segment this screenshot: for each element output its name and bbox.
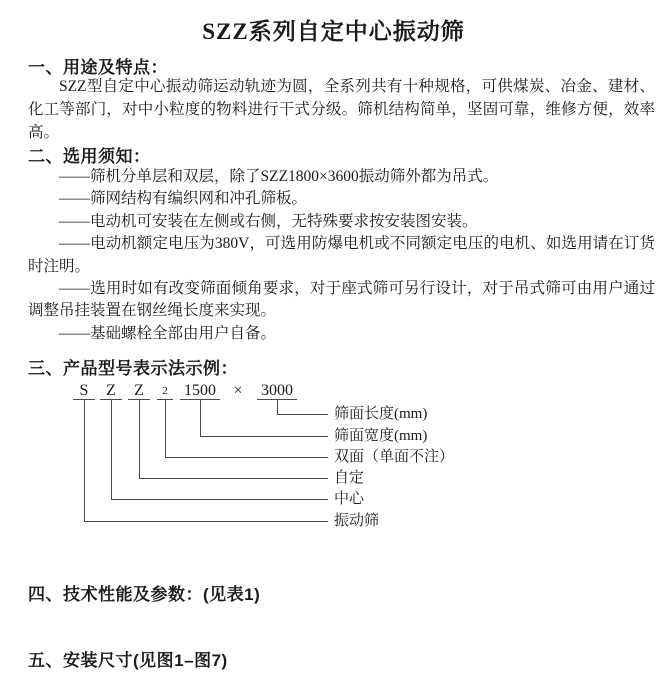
section1-heading: 一、用途及特点： xyxy=(28,58,168,77)
label-double-deck: 双面（单面不注） xyxy=(334,449,455,465)
list-item: ——电动机可安装在左侧或右侧，无特殊要求按安装图安装。 xyxy=(59,212,478,230)
list-item: ——筛网结构有编织网和冲孔筛板。 xyxy=(59,190,308,208)
label-center: 中心 xyxy=(334,491,365,507)
label-self: 自定 xyxy=(334,470,365,486)
section2-heading: 二、选用须知： xyxy=(28,147,151,166)
list-item: ——基础螺栓全部由用户自备。 xyxy=(59,324,277,342)
list-item: ——筛机分单层和双层，除了SZZ1800×3600振动筛外都为吊式。 xyxy=(59,168,499,185)
model-code-times: × xyxy=(233,382,243,399)
model-code-z1: Z xyxy=(100,382,122,400)
label-screen-length: 筛面长度(mm) xyxy=(334,406,428,422)
label-vibrating-screen: 振动筛 xyxy=(334,513,380,529)
model-code-z2: Z xyxy=(128,382,150,400)
list-item: ——电动机额定电压为380V，可选用防爆电机或不同额定电压的电机、如选用请在订货时注明。 xyxy=(28,235,655,275)
list-item: ——选用时如有改变筛面倾角要求，对于座式筛可另行设计，对于吊式筛可由用户通过调整吊挂装置在钢丝绳长度来实现。 xyxy=(28,280,655,320)
model-designation-diagram xyxy=(0,382,667,532)
model-code-length: 3000 xyxy=(257,382,297,400)
model-code-layers: 2 xyxy=(157,382,173,400)
model-code-s: S xyxy=(73,382,95,400)
label-screen-width: 筛面宽度(mm) xyxy=(334,428,428,444)
section1-paragraph: SZZ型自定中心振动筛运动轨迹为圆，全系列共有十种规格，可供煤炭、冶金、建材、化工等部门，对中小粒度的物料进行干式分级。筛机结构简单，坚固可靠，维修方便，效率高。 xyxy=(28,78,655,141)
section5-heading: 五、安装尺寸(见图1–图7) xyxy=(28,651,228,670)
section3-heading: 三、产品型号表示法示例： xyxy=(28,359,238,378)
model-code-width: 1500 xyxy=(180,382,220,400)
section4-heading: 四、技术性能及参数：(见表1) xyxy=(28,585,261,604)
page-title: SZZ系列自定中心振动筛 xyxy=(202,19,465,44)
section2-bullet-list xyxy=(28,166,655,345)
